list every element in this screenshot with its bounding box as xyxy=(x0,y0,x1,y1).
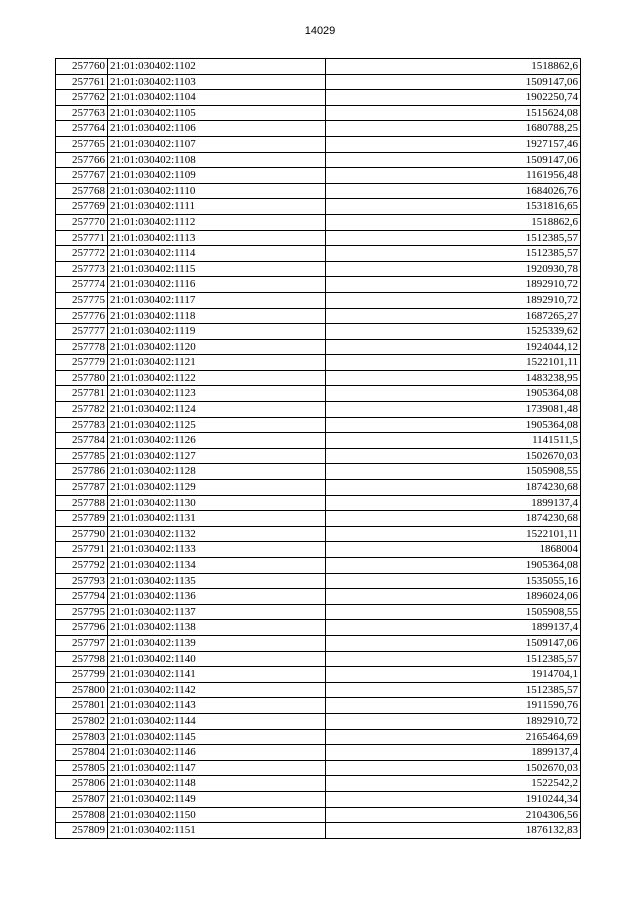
row-number: 257783 xyxy=(56,417,108,433)
cadastral-number: 21:01:030402:1107 xyxy=(108,136,326,152)
cadastral-value: 1927157,46 xyxy=(326,136,581,152)
table-row xyxy=(56,308,581,324)
row-number: 257775 xyxy=(56,292,108,308)
row-number: 257771 xyxy=(56,230,108,246)
row-number: 257809 xyxy=(56,823,108,839)
row-number: 257792 xyxy=(56,558,108,574)
table-row xyxy=(56,823,581,839)
cadastral-number: 21:01:030402:1135 xyxy=(108,573,326,589)
cadastral-number: 21:01:030402:1147 xyxy=(108,760,326,776)
table-row xyxy=(56,168,581,184)
table-row xyxy=(56,246,581,262)
cadastral-value: 1531816,65 xyxy=(326,199,581,215)
row-number: 257788 xyxy=(56,495,108,511)
table-row xyxy=(56,74,581,90)
cadastral-value: 1899137,4 xyxy=(326,745,581,761)
cadastral-number: 21:01:030402:1134 xyxy=(108,558,326,574)
table-row xyxy=(56,791,581,807)
cadastral-number: 21:01:030402:1145 xyxy=(108,729,326,745)
row-number: 257808 xyxy=(56,807,108,823)
cadastral-value: 1509147,06 xyxy=(326,74,581,90)
cadastral-number: 21:01:030402:1139 xyxy=(108,635,326,651)
table-row xyxy=(56,511,581,527)
cadastral-value: 1739081,48 xyxy=(326,402,581,418)
row-number: 257763 xyxy=(56,105,108,121)
cadastral-number: 21:01:030402:1130 xyxy=(108,495,326,511)
row-number: 257799 xyxy=(56,667,108,683)
row-number: 257778 xyxy=(56,339,108,355)
cadastral-value: 1905364,08 xyxy=(326,417,581,433)
cadastral-value: 1505908,55 xyxy=(326,464,581,480)
row-number: 257779 xyxy=(56,355,108,371)
cadastral-number: 21:01:030402:1112 xyxy=(108,214,326,230)
cadastral-number: 21:01:030402:1126 xyxy=(108,433,326,449)
table-row xyxy=(56,324,581,340)
cadastral-value: 1522542,2 xyxy=(326,776,581,792)
row-number: 257776 xyxy=(56,308,108,324)
cadastral-value: 1876132,83 xyxy=(326,823,581,839)
cadastral-value: 2104306,56 xyxy=(326,807,581,823)
cadastral-number: 21:01:030402:1104 xyxy=(108,90,326,106)
table-row xyxy=(56,339,581,355)
row-number: 257798 xyxy=(56,651,108,667)
row-number: 257780 xyxy=(56,370,108,386)
table-row xyxy=(56,542,581,558)
cadastral-value: 1924044,12 xyxy=(326,339,581,355)
row-number: 257768 xyxy=(56,183,108,199)
cadastral-number: 21:01:030402:1113 xyxy=(108,230,326,246)
cadastral-number: 21:01:030402:1123 xyxy=(108,386,326,402)
row-number: 257773 xyxy=(56,261,108,277)
row-number: 257766 xyxy=(56,152,108,168)
cadastral-number: 21:01:030402:1144 xyxy=(108,713,326,729)
cadastral-number: 21:01:030402:1143 xyxy=(108,698,326,714)
table-row xyxy=(56,558,581,574)
cadastral-number: 21:01:030402:1108 xyxy=(108,152,326,168)
cadastral-number: 21:01:030402:1133 xyxy=(108,542,326,558)
row-number: 257781 xyxy=(56,386,108,402)
cadastral-value: 1905364,08 xyxy=(326,386,581,402)
cadastral-value: 1899137,4 xyxy=(326,620,581,636)
cadastral-number: 21:01:030402:1127 xyxy=(108,448,326,464)
table-row xyxy=(56,355,581,371)
cadastral-number: 21:01:030402:1150 xyxy=(108,807,326,823)
table-row xyxy=(56,136,581,152)
cadastral-number: 21:01:030402:1122 xyxy=(108,370,326,386)
cadastral-value: 1522101,11 xyxy=(326,355,581,371)
table-row xyxy=(56,292,581,308)
row-number: 257770 xyxy=(56,214,108,230)
table-row xyxy=(56,604,581,620)
row-number: 257761 xyxy=(56,74,108,90)
cadastral-number: 21:01:030402:1146 xyxy=(108,745,326,761)
cadastral-value-table xyxy=(55,58,581,839)
cadastral-number: 21:01:030402:1141 xyxy=(108,667,326,683)
cadastral-number: 21:01:030402:1119 xyxy=(108,324,326,340)
row-number: 257801 xyxy=(56,698,108,714)
row-number: 257796 xyxy=(56,620,108,636)
cadastral-value: 1874230,68 xyxy=(326,480,581,496)
cadastral-value: 1874230,68 xyxy=(326,511,581,527)
cadastral-value: 1911590,76 xyxy=(326,698,581,714)
row-number: 257790 xyxy=(56,526,108,542)
cadastral-value: 1896024,06 xyxy=(326,589,581,605)
row-number: 257782 xyxy=(56,402,108,418)
row-number: 257784 xyxy=(56,433,108,449)
cadastral-number: 21:01:030402:1131 xyxy=(108,511,326,527)
cadastral-number: 21:01:030402:1142 xyxy=(108,682,326,698)
cadastral-value: 1512385,57 xyxy=(326,682,581,698)
table-row xyxy=(56,729,581,745)
table-row xyxy=(56,90,581,106)
cadastral-value: 1920930,78 xyxy=(326,261,581,277)
table-row xyxy=(56,214,581,230)
cadastral-value: 1680788,25 xyxy=(326,121,581,137)
cadastral-number: 21:01:030402:1118 xyxy=(108,308,326,324)
cadastral-number: 21:01:030402:1102 xyxy=(108,59,326,75)
cadastral-number: 21:01:030402:1106 xyxy=(108,121,326,137)
cadastral-value: 1502670,03 xyxy=(326,448,581,464)
cadastral-number: 21:01:030402:1110 xyxy=(108,183,326,199)
cadastral-number: 21:01:030402:1140 xyxy=(108,651,326,667)
row-number: 257769 xyxy=(56,199,108,215)
cadastral-number: 21:01:030402:1120 xyxy=(108,339,326,355)
table-row xyxy=(56,448,581,464)
cadastral-number: 21:01:030402:1115 xyxy=(108,261,326,277)
table-row xyxy=(56,277,581,293)
table-row xyxy=(56,59,581,75)
cadastral-number: 21:01:030402:1111 xyxy=(108,199,326,215)
cadastral-value: 1684026,76 xyxy=(326,183,581,199)
cadastral-value: 1161956,48 xyxy=(326,168,581,184)
table-row xyxy=(56,417,581,433)
table-row xyxy=(56,105,581,121)
cadastral-value: 1483238,95 xyxy=(326,370,581,386)
row-number: 257794 xyxy=(56,589,108,605)
row-number: 257789 xyxy=(56,511,108,527)
cadastral-value: 1899137,4 xyxy=(326,495,581,511)
table-row xyxy=(56,635,581,651)
cadastral-value: 1892910,72 xyxy=(326,713,581,729)
row-number: 257804 xyxy=(56,745,108,761)
cadastral-number: 21:01:030402:1128 xyxy=(108,464,326,480)
table-row xyxy=(56,807,581,823)
row-number: 257785 xyxy=(56,448,108,464)
cadastral-value: 1905364,08 xyxy=(326,558,581,574)
row-number: 257765 xyxy=(56,136,108,152)
cadastral-value: 1512385,57 xyxy=(326,230,581,246)
row-number: 257762 xyxy=(56,90,108,106)
table-row xyxy=(56,370,581,386)
table-row xyxy=(56,713,581,729)
row-number: 257807 xyxy=(56,791,108,807)
cadastral-value: 2165464,69 xyxy=(326,729,581,745)
cadastral-value: 1518862,6 xyxy=(326,214,581,230)
row-number: 257802 xyxy=(56,713,108,729)
table-row xyxy=(56,651,581,667)
cadastral-number: 21:01:030402:1121 xyxy=(108,355,326,371)
page-number: 14029 xyxy=(304,25,336,37)
cadastral-number: 21:01:030402:1114 xyxy=(108,246,326,262)
row-number: 257793 xyxy=(56,573,108,589)
cadastral-value: 1687265,27 xyxy=(326,308,581,324)
cadastral-number: 21:01:030402:1124 xyxy=(108,402,326,418)
cadastral-value: 1509147,06 xyxy=(326,152,581,168)
table-row xyxy=(56,121,581,137)
cadastral-value: 1892910,72 xyxy=(326,292,581,308)
cadastral-number: 21:01:030402:1137 xyxy=(108,604,326,620)
row-number: 257777 xyxy=(56,324,108,340)
cadastral-value: 1515624,08 xyxy=(326,105,581,121)
table-row xyxy=(56,495,581,511)
cadastral-value: 1518862,6 xyxy=(326,59,581,75)
table-row xyxy=(56,760,581,776)
table-body xyxy=(56,59,581,839)
cadastral-value: 1512385,57 xyxy=(326,651,581,667)
table-row xyxy=(56,183,581,199)
cadastral-number: 21:01:030402:1149 xyxy=(108,791,326,807)
cadastral-number: 21:01:030402:1116 xyxy=(108,277,326,293)
row-number: 257767 xyxy=(56,168,108,184)
row-number: 257772 xyxy=(56,246,108,262)
cadastral-number: 21:01:030402:1105 xyxy=(108,105,326,121)
table-row xyxy=(56,386,581,402)
row-number: 257806 xyxy=(56,776,108,792)
cadastral-value: 1512385,57 xyxy=(326,246,581,262)
cadastral-number: 21:01:030402:1151 xyxy=(108,823,326,839)
table-row xyxy=(56,776,581,792)
cadastral-number: 21:01:030402:1148 xyxy=(108,776,326,792)
row-number: 257764 xyxy=(56,121,108,137)
cadastral-value: 1505908,55 xyxy=(326,604,581,620)
row-number: 257791 xyxy=(56,542,108,558)
table-row xyxy=(56,682,581,698)
cadastral-value: 1502670,03 xyxy=(326,760,581,776)
row-number: 257786 xyxy=(56,464,108,480)
cadastral-number: 21:01:030402:1109 xyxy=(108,168,326,184)
table-row xyxy=(56,698,581,714)
row-number: 257760 xyxy=(56,59,108,75)
cadastral-number: 21:01:030402:1136 xyxy=(108,589,326,605)
cadastral-value: 1525339,62 xyxy=(326,324,581,340)
cadastral-number: 21:01:030402:1129 xyxy=(108,480,326,496)
row-number: 257800 xyxy=(56,682,108,698)
row-number: 257803 xyxy=(56,729,108,745)
cadastral-value: 1914704,1 xyxy=(326,667,581,683)
table-row xyxy=(56,464,581,480)
cadastral-value: 1910244,34 xyxy=(326,791,581,807)
table-row xyxy=(56,667,581,683)
row-number: 257795 xyxy=(56,604,108,620)
row-number: 257805 xyxy=(56,760,108,776)
cadastral-number: 21:01:030402:1132 xyxy=(108,526,326,542)
table-row xyxy=(56,433,581,449)
cadastral-value: 1522101,11 xyxy=(326,526,581,542)
table-row xyxy=(56,152,581,168)
cadastral-value: 1902250,74 xyxy=(326,90,581,106)
table-row xyxy=(56,261,581,277)
table-row xyxy=(56,480,581,496)
cadastral-value: 1535055,16 xyxy=(326,573,581,589)
cadastral-value: 1868004 xyxy=(326,542,581,558)
cadastral-number: 21:01:030402:1138 xyxy=(108,620,326,636)
table-row xyxy=(56,526,581,542)
cadastral-number: 21:01:030402:1117 xyxy=(108,292,326,308)
table-row xyxy=(56,620,581,636)
table-row xyxy=(56,745,581,761)
row-number: 257787 xyxy=(56,480,108,496)
table-row xyxy=(56,573,581,589)
cadastral-value: 1141511,5 xyxy=(326,433,581,449)
cadastral-number: 21:01:030402:1103 xyxy=(108,74,326,90)
cadastral-value: 1509147,06 xyxy=(326,635,581,651)
cadastral-value: 1892910,72 xyxy=(326,277,581,293)
cadastral-number: 21:01:030402:1125 xyxy=(108,417,326,433)
table-row xyxy=(56,199,581,215)
table-row xyxy=(56,402,581,418)
table-row xyxy=(56,589,581,605)
row-number: 257774 xyxy=(56,277,108,293)
table-row xyxy=(56,230,581,246)
row-number: 257797 xyxy=(56,635,108,651)
